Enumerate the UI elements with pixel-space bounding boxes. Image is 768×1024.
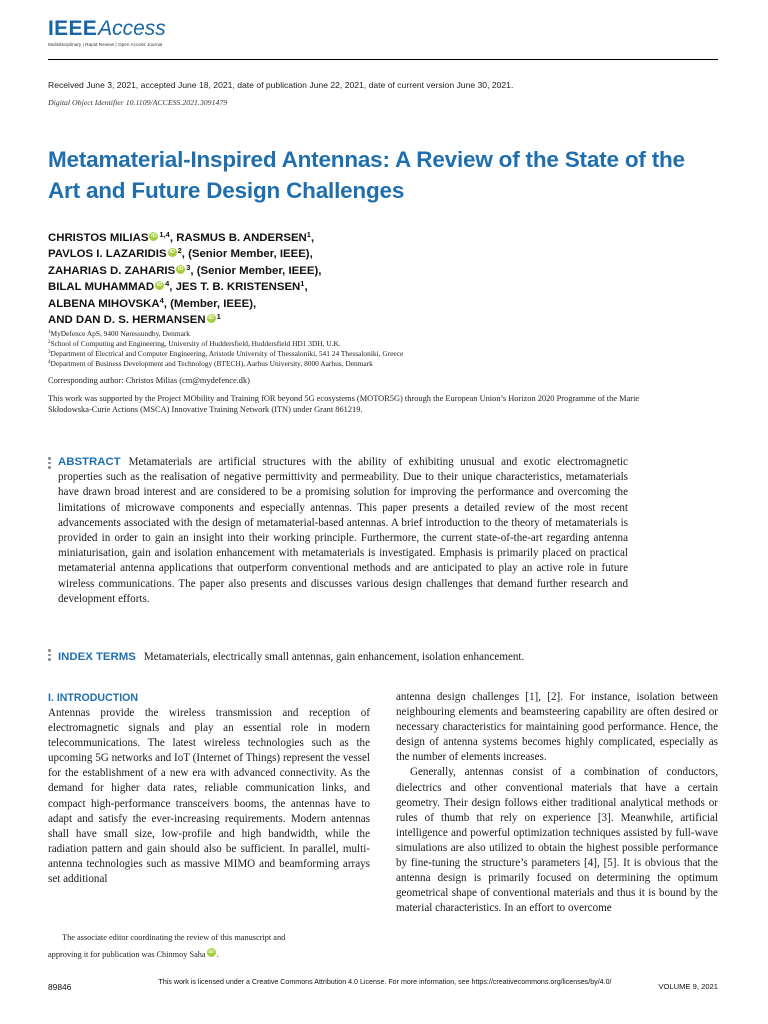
publication-dates: Received June 3, 2021, accepted June 18, 2021, date of publication June 22, 2021, date of current version June 30, 2021. [48, 80, 514, 90]
journal-name-italic: Access [98, 17, 166, 40]
affiliation-item [48, 359, 403, 369]
affiliation-text: School of Computing and Engineering, University of Huddersfield, Huddersfield HD1 3DH, U.K. [50, 339, 341, 348]
author-affiliation-mark: 1 [216, 312, 221, 322]
section-heading: I. INTRODUCTION [48, 692, 139, 704]
orcid-icon[interactable]: iD [151, 233, 157, 239]
corresponding-author: Corresponding author: Christos Milias (cm@mydefence.dk) [48, 376, 250, 385]
affiliation-number: 4 [48, 360, 51, 365]
author-name[interactable]: PAVLOS I. LAZARIDIS [48, 248, 167, 261]
author-affiliation-mark: 1,4 [159, 230, 170, 239]
header-rule [48, 59, 718, 60]
author-name[interactable]: , RASMUS B. ANDERSEN [169, 232, 307, 244]
article-title: Metamaterial-Inspired Antennas: A Review of the State of the Art and Future Design Challenges [48, 147, 685, 203]
orcid-icon[interactable]: iD [208, 949, 214, 955]
affiliation-list [48, 329, 403, 369]
author-affiliation-mark: 2 [177, 246, 182, 256]
orcid-icon[interactable]: iD [208, 315, 214, 322]
author-affiliation-mark: 1 [300, 279, 305, 289]
author-line [48, 263, 468, 279]
author-line [48, 296, 468, 312]
orcid-icon[interactable]: iD [156, 282, 163, 289]
author-list [48, 230, 468, 328]
orcid-icon[interactable]: iD [169, 249, 175, 256]
author-name[interactable]: ALBENA MIHOVSKA [48, 297, 160, 310]
dots-icon [48, 457, 51, 471]
author-name[interactable]: BILAL MUHAMMAD [48, 281, 155, 294]
abstract-label: ABSTRACT [58, 456, 121, 468]
author-name[interactable]: AND DAN D. S. HERMANSEN [48, 314, 206, 327]
right-column [396, 690, 718, 916]
affiliation-item [48, 349, 403, 359]
dots-icon [48, 649, 51, 663]
affiliation-text: Department of Electrical and Computer Engineering, Aristotle University of Thessaloniki, 541 24 Thessaloniki, Greece [50, 349, 404, 358]
author-name[interactable]: CHRISTOS MILIAS [48, 232, 149, 244]
footnote-line [48, 946, 370, 963]
intro-paragraph-2: Generally, antennas consist of a combination of conductors, dielectrics and other conventional materials that have a certain geometry. Their design follows either traditional analytical methods or rules of thumb that rely on experience [3]. Meanwhile, artificial intelligence and powerful optimization techniques assisted by full-wave simulations are also utilized to obtain the highest possible performance by fine-tuning the structure’s parameters [4], [5]. It is obvious that the antenna design is primarily focused on determining the optimum geometrical shape of conventional materials and thus it is bound by the material characteristics. In an effort to overcome [396, 766, 718, 915]
footnote-editor: approving it for publication was Chinmoy Saha [48, 950, 206, 959]
funding-statement: This work was supported by the Project MObility and Training fOR beyond 5G ecosystems (MOTOR5G) through the European Union’s Horizon 2020 Programme of the Marie Skłodowska-Curie Actions (MSCA) Innovative Training Network (ITN) under Grant 861219. [48, 394, 640, 415]
journal-name-bold: IEEE [48, 17, 98, 40]
affiliation-item [48, 339, 403, 349]
volume-label: VOLUME 9, 2021 [658, 982, 718, 991]
author-line [48, 246, 468, 262]
left-column [48, 690, 370, 887]
author-name[interactable]: ZAHARIAS D. ZAHARIS [48, 264, 176, 277]
orcid-icon[interactable]: iD [177, 265, 184, 272]
index-terms [58, 651, 524, 663]
affiliation-number: 3 [48, 350, 51, 355]
intro-paragraph-1: Antennas provide the wireless transmission and reception of electromagnetic signals and play an essential role in modern telecommunications. The latest wireless technologies such as the upcoming 5G networks and IoT (Internet of Things) represent the vessel for the establishment of a new era with advanced connectivity. As the demand for higher data rates, reliable communication links, and compact high-performance transceivers booms, the antennas have to adapt and satisfy the ever-increasing requirements. Modern antennas shall have small size, low-profile and high bandwidth, while the radiation pattern and gain should also be sufficient. In parallel, multi-antenna technologies such as massive MIMO and beamforming arrays set additional [48, 707, 370, 886]
author-separator: , [310, 232, 315, 244]
author-membership: , (Senior Member, IEEE), [181, 248, 313, 261]
editor-footnote [48, 929, 370, 963]
affiliation-text: Department of Business Development and Technology (BTECH), Aarhus University, 8000 Aarhus, Denmark [50, 359, 373, 368]
journal-tagline: Multidisciplinary | Rapid Review | Open Access Journal [48, 42, 163, 47]
affiliation-number: 2 [48, 340, 51, 345]
footnote-line: The associate editor coordinating the review of this manuscript and [62, 933, 286, 942]
abstract-text: Metamaterials are artificial structures with the ability of exhibiting unusual and exotic electromagnetic properties such as the realisation of negative permittivity and permeability. Due to their unique characteristics, metamaterials have drawn broad interest and are considered to be a promising solution for improving the performance and overcoming the limitations of microwave components and especially antennas. This paper presents a detailed review of the most recent advancements associated with the design of metamaterial-based antennas. A brief introduction to the theory of metamaterials is provided in order to gain an insight into their working principle. Furthermore, the current state-of-the-art regarding antenna miniaturisation, gain and isolation enhancement with metamaterials is investigated. Emphasis is primarily placed on practical metamaterial antenna applications that outperform conventional methods and are anticipated to play an active role in future wireless communications. The paper also presents and discusses various design challenges that demand further research and development efforts. [58, 456, 628, 605]
affiliation-number: 1 [48, 330, 51, 335]
affiliation-item [48, 329, 403, 339]
intro-paragraph-1-continued: antenna design challenges [1], [2]. For instance, isolation between neighbouring elements and beamsteering capability are often desired or necessary characteristics for maintaining good performance. Hence, the design of antenna systems becomes highly complicated, especially as the number of elements increases. [396, 691, 718, 764]
author-membership: , (Senior Member, IEEE), [190, 264, 322, 277]
author-affiliation-mark: 4 [159, 295, 164, 305]
affiliation-text: MyDefence ApS, 9400 Nøressundby, Denmark [50, 329, 191, 338]
author-separator: , [304, 281, 308, 294]
author-line [48, 230, 468, 246]
journal-logo [48, 18, 166, 47]
journal-name [48, 18, 166, 40]
page-number: 89846 [48, 982, 72, 992]
footnote-end: . [216, 950, 219, 959]
author-line [48, 312, 468, 328]
license-notice[interactable]: This work is licensed under a Creative Commons Attribution 4.0 License. For more information, see https://creativecommons.org/licenses/by/4.0/ [158, 978, 612, 986]
author-affiliation-mark: 3 [186, 262, 191, 272]
author-name[interactable]: , JES T. B. KRISTENSEN [169, 281, 301, 294]
author-line [48, 279, 468, 295]
index-terms-text: Metamaterials, electrically small antennas, gain enhancement, isolation enhancement. [143, 651, 525, 663]
abstract [58, 455, 628, 607]
author-affiliation-mark: 1 [306, 230, 311, 239]
index-terms-label: INDEX TERMS [58, 651, 136, 663]
doi-line[interactable]: Digital Object Identifier 10.1109/ACCESS.2021.3091479 [48, 98, 228, 107]
author-membership: , (Member, IEEE), [163, 297, 257, 310]
author-affiliation-mark: 4 [165, 279, 170, 289]
